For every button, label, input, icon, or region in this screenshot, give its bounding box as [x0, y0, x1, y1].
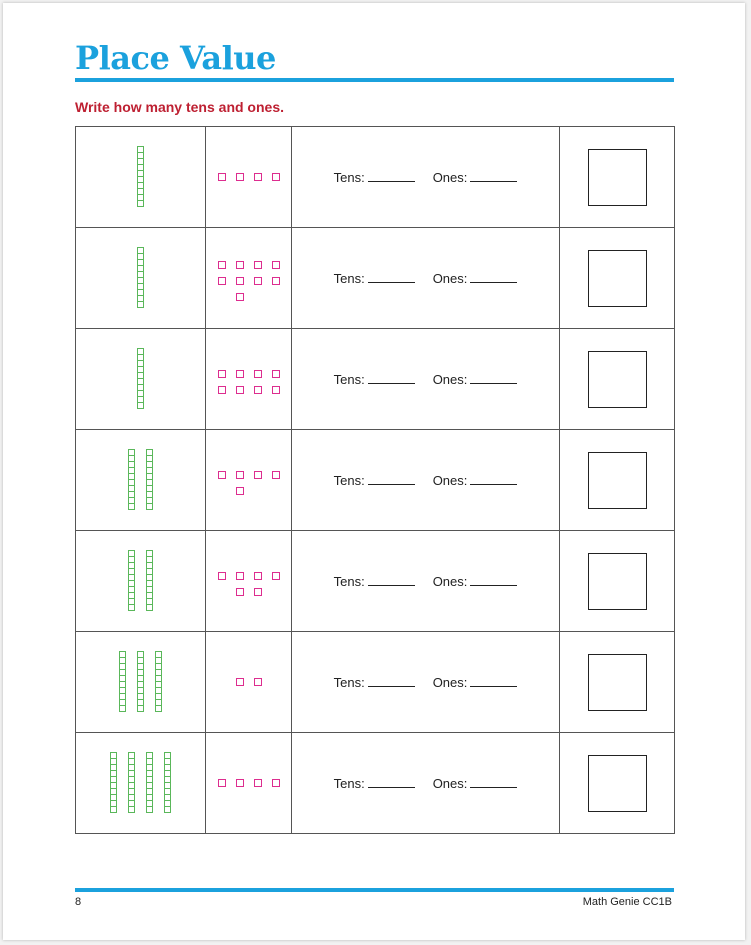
ones-cube	[254, 370, 262, 378]
page-title: Place Value	[75, 39, 276, 77]
total-answer-box[interactable]	[588, 452, 647, 509]
tens-answer-blank[interactable]	[368, 171, 415, 182]
ones-answer-blank[interactable]	[470, 171, 517, 182]
ones-blocks-cell	[206, 228, 292, 329]
ones-cube	[272, 261, 280, 269]
ones-cube	[218, 370, 226, 378]
table-row	[76, 531, 675, 632]
ones-blocks-cell	[206, 531, 292, 632]
ones-cube	[236, 678, 244, 686]
title-rule	[75, 78, 674, 82]
ones-cube	[272, 173, 280, 181]
ones-cube	[254, 779, 262, 787]
tens-answer-blank[interactable]	[368, 777, 415, 788]
tens-rod	[128, 450, 135, 510]
ones-cube	[272, 370, 280, 378]
ones-label: Ones:	[432, 270, 468, 286]
ones-cube	[236, 277, 244, 285]
worksheet-page	[3, 3, 745, 940]
ones-cube	[254, 678, 262, 686]
ones-cube	[218, 173, 226, 181]
ones-cube	[236, 572, 244, 580]
ones-cube	[254, 261, 262, 269]
tens-blocks-cell	[76, 733, 206, 834]
ones-cube	[272, 277, 280, 285]
tens-rod	[164, 753, 171, 813]
footer-rule	[75, 888, 674, 892]
tens-rod	[155, 652, 162, 712]
tens-label: Tens:	[333, 472, 365, 488]
tens-blocks-cell	[76, 632, 206, 733]
total-answer-box[interactable]	[588, 654, 647, 711]
ones-cube	[236, 173, 244, 181]
answer-cell	[292, 228, 560, 329]
total-answer-box[interactable]	[588, 553, 647, 610]
ones-blocks-cell	[206, 329, 292, 430]
ones-answer-blank[interactable]	[470, 373, 517, 384]
ones-blocks-cell	[206, 127, 292, 228]
place-value-table	[75, 126, 675, 834]
ones-answer-blank[interactable]	[470, 474, 517, 485]
tens-answer-blank[interactable]	[368, 373, 415, 384]
total-answer-box[interactable]	[588, 250, 647, 307]
ones-cube	[272, 779, 280, 787]
ones-cube	[218, 277, 226, 285]
tens-blocks-cell	[76, 531, 206, 632]
total-answer-box[interactable]	[588, 149, 647, 206]
ones-cube	[236, 588, 244, 596]
answer-cell	[292, 430, 560, 531]
table-row	[76, 632, 675, 733]
ones-cube	[218, 386, 226, 394]
tens-blocks-cell	[76, 430, 206, 531]
table-row	[76, 733, 675, 834]
answer-cell	[292, 632, 560, 733]
ones-cube	[236, 293, 244, 301]
ones-answer-blank[interactable]	[470, 676, 517, 687]
ones-cube	[218, 779, 226, 787]
total-cell	[560, 127, 675, 228]
page-number: 8	[75, 896, 82, 908]
tens-rod	[128, 753, 135, 813]
tens-label: Tens:	[333, 674, 365, 690]
tens-label: Tens:	[333, 270, 365, 286]
total-cell	[560, 632, 675, 733]
ones-cube	[272, 386, 280, 394]
table-row	[76, 329, 675, 430]
ones-cube	[236, 261, 244, 269]
ones-cube	[254, 277, 262, 285]
ones-label: Ones:	[432, 674, 468, 690]
total-cell	[560, 329, 675, 430]
tens-answer-blank[interactable]	[368, 575, 415, 586]
tens-rod	[146, 450, 153, 510]
tens-rod	[146, 551, 153, 611]
tens-blocks-cell	[76, 329, 206, 430]
ones-label: Ones:	[432, 775, 468, 791]
tens-rod	[137, 147, 144, 207]
total-cell	[560, 430, 675, 531]
total-cell	[560, 228, 675, 329]
total-cell	[560, 733, 675, 834]
ones-cube	[236, 386, 244, 394]
ones-cube	[236, 487, 244, 495]
ones-cube	[218, 572, 226, 580]
tens-label: Tens:	[333, 573, 365, 589]
ones-cube	[254, 572, 262, 580]
instruction-text: Write how many tens and ones.	[75, 99, 285, 115]
tens-blocks-cell	[76, 127, 206, 228]
book-title: Math Genie CC1B	[582, 896, 672, 908]
tens-label: Tens:	[333, 775, 365, 791]
tens-rod	[146, 753, 153, 813]
ones-cube	[254, 173, 262, 181]
ones-label: Ones:	[432, 169, 468, 185]
ones-answer-blank[interactable]	[470, 272, 517, 283]
ones-blocks-cell	[206, 430, 292, 531]
ones-cube	[236, 471, 244, 479]
ones-cube	[272, 471, 280, 479]
tens-rod	[137, 652, 144, 712]
tens-rod	[110, 753, 117, 813]
table-row	[76, 228, 675, 329]
tens-answer-blank[interactable]	[368, 474, 415, 485]
tens-label: Tens:	[333, 371, 365, 387]
total-answer-box[interactable]	[588, 755, 647, 812]
ones-cube	[254, 386, 262, 394]
total-answer-box[interactable]	[588, 351, 647, 408]
tens-rod	[137, 349, 144, 409]
table-row	[76, 127, 675, 228]
ones-cube	[272, 572, 280, 580]
tens-rod	[119, 652, 126, 712]
table-row	[76, 430, 675, 531]
ones-answer-blank[interactable]	[470, 575, 517, 586]
total-cell	[560, 531, 675, 632]
tens-rod	[128, 551, 135, 611]
answer-cell	[292, 127, 560, 228]
tens-answer-blank[interactable]	[368, 676, 415, 687]
tens-label: Tens:	[333, 169, 365, 185]
ones-label: Ones:	[432, 371, 468, 387]
ones-cube	[254, 471, 262, 479]
ones-answer-blank[interactable]	[470, 777, 517, 788]
tens-rod	[137, 248, 144, 308]
ones-cube	[218, 261, 226, 269]
ones-cube	[236, 779, 244, 787]
tens-answer-blank[interactable]	[368, 272, 415, 283]
ones-blocks-cell	[206, 733, 292, 834]
ones-cube	[236, 370, 244, 378]
ones-cube	[254, 588, 262, 596]
answer-cell	[292, 733, 560, 834]
ones-label: Ones:	[432, 472, 468, 488]
ones-blocks-cell	[206, 632, 292, 733]
ones-cube	[218, 471, 226, 479]
answer-cell	[292, 329, 560, 430]
answer-cell	[292, 531, 560, 632]
ones-label: Ones:	[432, 573, 468, 589]
tens-blocks-cell	[76, 228, 206, 329]
